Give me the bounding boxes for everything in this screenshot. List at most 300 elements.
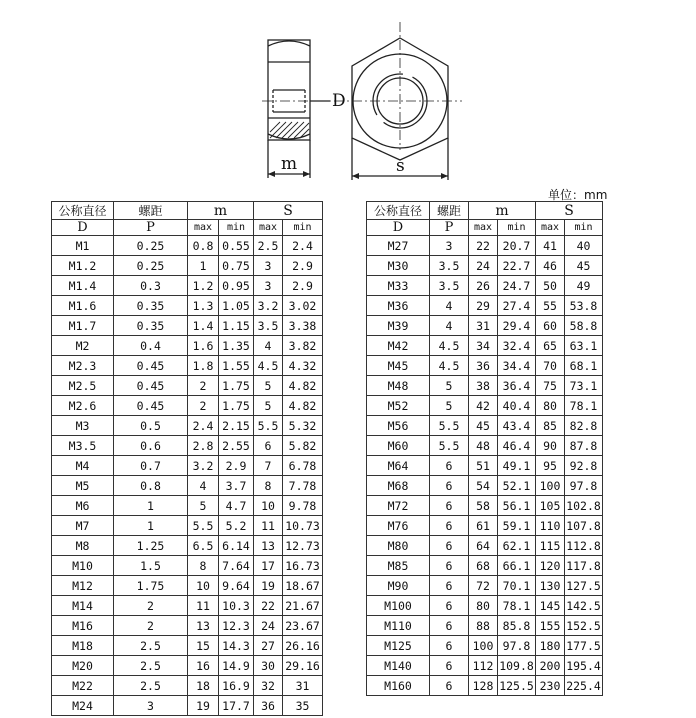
header-m: m <box>188 202 254 220</box>
cell-s-min: 142.5 <box>565 596 603 616</box>
cell-s-min: 4.82 <box>283 376 323 396</box>
cell-s-min: 10.73 <box>283 516 323 536</box>
cell-pitch: 0.3 <box>114 276 188 296</box>
cell-s-max: 110 <box>536 516 565 536</box>
cell-m-min: 97.8 <box>498 636 536 656</box>
cell-m-max: 11 <box>188 596 219 616</box>
cell-m-min: 14.3 <box>219 636 254 656</box>
cell-s-min: 18.67 <box>283 576 323 596</box>
cell-s-min: 4.82 <box>283 396 323 416</box>
cell-pitch: 3 <box>430 236 469 256</box>
cell-m-max: 31 <box>469 316 498 336</box>
cell-pitch: 1.25 <box>114 536 188 556</box>
cell-m-max: 72 <box>469 576 498 596</box>
cell-pitch: 6 <box>430 556 469 576</box>
cell-thread-size: M30 <box>367 256 430 276</box>
header-s-min: min <box>565 220 603 236</box>
cell-m-min: 46.4 <box>498 436 536 456</box>
cell-m-max: 6.5 <box>188 536 219 556</box>
header-s-max: max <box>536 220 565 236</box>
cell-m-max: 64 <box>469 536 498 556</box>
cell-s-min: 58.8 <box>565 316 603 336</box>
cell-m-min: 2.55 <box>219 436 254 456</box>
cell-s-max: 60 <box>536 316 565 336</box>
table-row <box>52 676 323 696</box>
cell-thread-size: M52 <box>367 396 430 416</box>
cell-m-min: 59.1 <box>498 516 536 536</box>
cell-m-min: 20.7 <box>498 236 536 256</box>
cell-thread-size: M100 <box>367 596 430 616</box>
cell-s-max: 75 <box>536 376 565 396</box>
cell-m-min: 85.8 <box>498 616 536 636</box>
cell-s-max: 120 <box>536 556 565 576</box>
cell-pitch: 6 <box>430 456 469 476</box>
cell-pitch: 6 <box>430 576 469 596</box>
cell-s-max: 55 <box>536 296 565 316</box>
cell-thread-size: M3 <box>52 416 114 436</box>
cell-s-min: 26.16 <box>283 636 323 656</box>
cell-m-min: 43.4 <box>498 416 536 436</box>
hex-nut-drawing <box>0 0 696 190</box>
cell-m-min: 34.4 <box>498 356 536 376</box>
cell-thread-size: M14 <box>52 596 114 616</box>
cell-s-max: 100 <box>536 476 565 496</box>
table-row <box>52 496 323 516</box>
cell-s-min: 16.73 <box>283 556 323 576</box>
table-row <box>52 416 323 436</box>
cell-thread-size: M60 <box>367 436 430 456</box>
table-row <box>52 576 323 596</box>
cell-m-max: 1.3 <box>188 296 219 316</box>
table-row <box>367 616 603 636</box>
cell-s-max: 80 <box>536 396 565 416</box>
table-row <box>52 256 323 276</box>
cell-s-max: 65 <box>536 336 565 356</box>
cell-m-max: 2.8 <box>188 436 219 456</box>
cell-m-max: 4 <box>188 476 219 496</box>
cell-m-min: 0.75 <box>219 256 254 276</box>
cell-m-min: 3.7 <box>219 476 254 496</box>
cell-s-max: 5 <box>254 396 283 416</box>
cell-m-max: 2 <box>188 376 219 396</box>
cell-s-max: 19 <box>254 576 283 596</box>
cell-m-max: 51 <box>469 456 498 476</box>
header-m-min: min <box>219 220 254 236</box>
cell-s-max: 50 <box>536 276 565 296</box>
cell-m-min: 4.7 <box>219 496 254 516</box>
cell-m-min: 5.2 <box>219 516 254 536</box>
cell-pitch: 6 <box>430 536 469 556</box>
table-row <box>367 516 603 536</box>
cell-s-max: 36 <box>254 696 283 716</box>
header-m-max: max <box>469 220 498 236</box>
header-row-1 <box>52 202 323 220</box>
cell-pitch: 2.5 <box>114 636 188 656</box>
cell-thread-size: M12 <box>52 576 114 596</box>
cell-s-min: 87.8 <box>565 436 603 456</box>
table-row <box>367 476 603 496</box>
cell-pitch: 5 <box>430 376 469 396</box>
cell-s-min: 68.1 <box>565 356 603 376</box>
cell-s-max: 4.5 <box>254 356 283 376</box>
cell-pitch: 6 <box>430 496 469 516</box>
cell-m-min: 29.4 <box>498 316 536 336</box>
cell-thread-size: M39 <box>367 316 430 336</box>
cell-s-max: 24 <box>254 616 283 636</box>
table-row <box>52 556 323 576</box>
cell-m-max: 5 <box>188 496 219 516</box>
cell-m-min: 22.7 <box>498 256 536 276</box>
table-row <box>367 276 603 296</box>
cell-pitch: 0.35 <box>114 316 188 336</box>
cell-thread-size: M90 <box>367 576 430 596</box>
cell-m-min: 7.64 <box>219 556 254 576</box>
cell-s-max: 105 <box>536 496 565 516</box>
cell-m-min: 14.9 <box>219 656 254 676</box>
section-hatching <box>270 122 309 138</box>
cell-s-min: 2.4 <box>283 236 323 256</box>
cell-m-min: 10.3 <box>219 596 254 616</box>
cell-s-max: 3.5 <box>254 316 283 336</box>
cell-s-min: 152.5 <box>565 616 603 636</box>
cell-s-min: 12.73 <box>283 536 323 556</box>
cell-m-min: 66.1 <box>498 556 536 576</box>
cell-s-min: 9.78 <box>283 496 323 516</box>
cell-m-max: 3.2 <box>188 456 219 476</box>
cell-s-min: 3.38 <box>283 316 323 336</box>
cell-s-min: 112.8 <box>565 536 603 556</box>
cell-pitch: 5 <box>430 396 469 416</box>
cell-thread-size: M110 <box>367 616 430 636</box>
cell-thread-size: M56 <box>367 416 430 436</box>
cell-s-max: 85 <box>536 416 565 436</box>
cell-thread-size: M1.2 <box>52 256 114 276</box>
cell-m-min: 1.75 <box>219 376 254 396</box>
cell-pitch: 0.8 <box>114 476 188 496</box>
cell-m-max: 1.8 <box>188 356 219 376</box>
header-pitch: 螺距 <box>114 202 188 220</box>
cell-m-max: 26 <box>469 276 498 296</box>
m-arrow-left <box>268 171 275 177</box>
header-nominal-dia: 公称直径 <box>367 202 430 220</box>
spec-table-left <box>51 201 323 716</box>
table-row <box>367 496 603 516</box>
table-row <box>52 476 323 496</box>
cell-s-min: 6.78 <box>283 456 323 476</box>
cell-m-min: 1.35 <box>219 336 254 356</box>
cell-m-min: 1.75 <box>219 396 254 416</box>
cell-thread-size: M36 <box>367 296 430 316</box>
cell-s-max: 155 <box>536 616 565 636</box>
cell-thread-size: M24 <box>52 696 114 716</box>
right-table-body <box>367 236 603 696</box>
cell-pitch: 0.25 <box>114 256 188 276</box>
cell-m-max: 13 <box>188 616 219 636</box>
cell-s-min: 5.82 <box>283 436 323 456</box>
cell-thread-size: M76 <box>367 516 430 536</box>
header-pitch: 螺距 <box>430 202 469 220</box>
table-row <box>52 336 323 356</box>
header-row-2 <box>52 220 323 236</box>
cell-m-max: 2.4 <box>188 416 219 436</box>
cell-m-max: 15 <box>188 636 219 656</box>
table-row <box>52 456 323 476</box>
cell-m-max: 100 <box>469 636 498 656</box>
table-row <box>367 316 603 336</box>
left-table-body <box>52 236 323 716</box>
table-row <box>52 236 323 256</box>
table-row <box>52 656 323 676</box>
cell-pitch: 6 <box>430 596 469 616</box>
cell-m-min: 9.64 <box>219 576 254 596</box>
cell-pitch: 3.5 <box>430 276 469 296</box>
cell-m-min: 70.1 <box>498 576 536 596</box>
cell-m-max: 128 <box>469 676 498 696</box>
cell-m-min: 1.15 <box>219 316 254 336</box>
cell-m-max: 18 <box>188 676 219 696</box>
cell-thread-size: M3.5 <box>52 436 114 456</box>
cell-thread-size: M1 <box>52 236 114 256</box>
cell-s-max: 3 <box>254 276 283 296</box>
table-row <box>52 536 323 556</box>
cell-thread-size: M27 <box>367 236 430 256</box>
cell-thread-size: M22 <box>52 676 114 696</box>
cell-pitch: 3 <box>114 696 188 716</box>
cell-m-max: 10 <box>188 576 219 596</box>
cell-thread-size: M160 <box>367 676 430 696</box>
cell-thread-size: M1.6 <box>52 296 114 316</box>
header-m: m <box>469 202 536 220</box>
table-row <box>52 316 323 336</box>
cell-thread-size: M6 <box>52 496 114 516</box>
cell-pitch: 6 <box>430 676 469 696</box>
cell-s-max: 22 <box>254 596 283 616</box>
table-row <box>367 296 603 316</box>
cell-thread-size: M20 <box>52 656 114 676</box>
cell-thread-size: M33 <box>367 276 430 296</box>
cell-m-min: 78.1 <box>498 596 536 616</box>
cell-s-min: 2.9 <box>283 256 323 276</box>
cell-thread-size: M85 <box>367 556 430 576</box>
table-row <box>52 356 323 376</box>
table-row <box>52 296 323 316</box>
cell-s-max: 41 <box>536 236 565 256</box>
cell-s-min: 177.5 <box>565 636 603 656</box>
cell-pitch: 0.25 <box>114 236 188 256</box>
table-row <box>52 436 323 456</box>
spec-table-right <box>366 201 603 696</box>
cell-pitch: 4 <box>430 316 469 336</box>
table-row <box>367 376 603 396</box>
header-s-min: min <box>283 220 323 236</box>
cell-s-max: 30 <box>254 656 283 676</box>
cell-m-min: 0.95 <box>219 276 254 296</box>
table-row <box>367 676 603 696</box>
cell-s-min: 49 <box>565 276 603 296</box>
cell-thread-size: M68 <box>367 476 430 496</box>
cell-m-min: 62.1 <box>498 536 536 556</box>
header-d-symbol: D <box>52 220 114 236</box>
table-row <box>367 356 603 376</box>
cell-s-max: 11 <box>254 516 283 536</box>
cell-m-max: 42 <box>469 396 498 416</box>
table-row <box>52 596 323 616</box>
cell-m-min: 6.14 <box>219 536 254 556</box>
cell-s-min: 3.82 <box>283 336 323 356</box>
cell-thread-size: M18 <box>52 636 114 656</box>
cell-m-min: 52.1 <box>498 476 536 496</box>
cell-pitch: 0.7 <box>114 456 188 476</box>
cell-thread-size: M2 <box>52 336 114 356</box>
cell-s-min: 73.1 <box>565 376 603 396</box>
hex-nut-svg <box>0 0 696 190</box>
cell-m-max: 61 <box>469 516 498 536</box>
cell-s-max: 200 <box>536 656 565 676</box>
cell-m-max: 29 <box>469 296 498 316</box>
cell-thread-size: M140 <box>367 656 430 676</box>
cell-m-min: 49.1 <box>498 456 536 476</box>
cell-thread-size: M1.4 <box>52 276 114 296</box>
cell-m-min: 27.4 <box>498 296 536 316</box>
cell-pitch: 6 <box>430 636 469 656</box>
cell-m-max: 1 <box>188 256 219 276</box>
cell-pitch: 5.5 <box>430 436 469 456</box>
table-row <box>367 656 603 676</box>
cell-s-max: 3 <box>254 256 283 276</box>
cell-s-max: 145 <box>536 596 565 616</box>
cell-thread-size: M2.5 <box>52 376 114 396</box>
cell-pitch: 2.5 <box>114 656 188 676</box>
s-arrow-right <box>441 173 448 179</box>
table-row <box>367 576 603 596</box>
cell-s-max: 5.5 <box>254 416 283 436</box>
cell-thread-size: M10 <box>52 556 114 576</box>
cell-s-max: 70 <box>536 356 565 376</box>
cell-thread-size: M2.3 <box>52 356 114 376</box>
cell-m-min: 32.4 <box>498 336 536 356</box>
header-p-symbol: P <box>430 220 469 236</box>
cell-pitch: 0.5 <box>114 416 188 436</box>
header-row-2 <box>367 220 603 236</box>
cell-pitch: 1 <box>114 496 188 516</box>
table-row <box>367 416 603 436</box>
cell-pitch: 0.6 <box>114 436 188 456</box>
unit-label: 单位：mm <box>548 188 608 202</box>
cell-s-max: 10 <box>254 496 283 516</box>
cell-s-min: 45 <box>565 256 603 276</box>
cell-m-max: 1.2 <box>188 276 219 296</box>
table-row <box>367 596 603 616</box>
cell-m-max: 2 <box>188 396 219 416</box>
cell-pitch: 2.5 <box>114 676 188 696</box>
header-s: S <box>536 202 603 220</box>
cell-s-min: 117.8 <box>565 556 603 576</box>
table-row <box>367 536 603 556</box>
cell-m-max: 58 <box>469 496 498 516</box>
m-arrow-right <box>303 171 310 177</box>
cell-pitch: 4 <box>430 296 469 316</box>
cell-pitch: 1 <box>114 516 188 536</box>
cell-m-min: 109.8 <box>498 656 536 676</box>
cell-s-min: 29.16 <box>283 656 323 676</box>
header-row-1 <box>367 202 603 220</box>
cell-s-min: 195.4 <box>565 656 603 676</box>
cell-pitch: 1.75 <box>114 576 188 596</box>
cell-m-min: 1.55 <box>219 356 254 376</box>
cell-m-max: 54 <box>469 476 498 496</box>
cell-m-min: 12.3 <box>219 616 254 636</box>
cell-pitch: 0.45 <box>114 376 188 396</box>
cell-thread-size: M8 <box>52 536 114 556</box>
header-nominal-dia: 公称直径 <box>52 202 114 220</box>
cell-m-max: 22 <box>469 236 498 256</box>
cell-s-min: 53.8 <box>565 296 603 316</box>
header-s: S <box>254 202 323 220</box>
header-m-max: max <box>188 220 219 236</box>
cell-m-min: 40.4 <box>498 396 536 416</box>
cell-thread-size: M16 <box>52 616 114 636</box>
m-dim-label: m <box>281 154 298 174</box>
cell-pitch: 4.5 <box>430 336 469 356</box>
cell-s-max: 8 <box>254 476 283 496</box>
cell-s-max: 2.5 <box>254 236 283 256</box>
cell-m-max: 88 <box>469 616 498 636</box>
table-row <box>367 556 603 576</box>
cell-s-max: 7 <box>254 456 283 476</box>
cell-s-min: 40 <box>565 236 603 256</box>
cell-m-min: 17.7 <box>219 696 254 716</box>
s-arrow-left <box>352 173 359 179</box>
cell-m-min: 0.55 <box>219 236 254 256</box>
cell-thread-size: M42 <box>367 336 430 356</box>
cell-pitch: 2 <box>114 616 188 636</box>
d-dim-label: D <box>332 91 346 111</box>
cell-s-min: 127.5 <box>565 576 603 596</box>
header-p-symbol: P <box>114 220 188 236</box>
cell-s-max: 3.2 <box>254 296 283 316</box>
cell-m-max: 8 <box>188 556 219 576</box>
cell-pitch: 6 <box>430 656 469 676</box>
cell-s-max: 230 <box>536 676 565 696</box>
table-row <box>367 256 603 276</box>
table-row <box>367 456 603 476</box>
cell-pitch: 0.45 <box>114 356 188 376</box>
cell-m-max: 112 <box>469 656 498 676</box>
cell-pitch: 6 <box>430 476 469 496</box>
cell-pitch: 2 <box>114 596 188 616</box>
cell-pitch: 5.5 <box>430 416 469 436</box>
cell-s-min: 63.1 <box>565 336 603 356</box>
cell-s-min: 21.67 <box>283 596 323 616</box>
header-m-min: min <box>498 220 536 236</box>
cell-s-min: 23.67 <box>283 616 323 636</box>
cell-thread-size: M1.7 <box>52 316 114 336</box>
cell-pitch: 3.5 <box>430 256 469 276</box>
cell-thread-size: M64 <box>367 456 430 476</box>
s-dim-label: s <box>396 156 405 176</box>
cell-s-min: 5.32 <box>283 416 323 436</box>
cell-thread-size: M5 <box>52 476 114 496</box>
cell-s-min: 102.8 <box>565 496 603 516</box>
cell-m-max: 1.4 <box>188 316 219 336</box>
cell-m-min: 2.15 <box>219 416 254 436</box>
nut-side-chamfer-top <box>268 41 310 46</box>
cell-s-max: 95 <box>536 456 565 476</box>
cell-m-min: 16.9 <box>219 676 254 696</box>
cell-m-min: 24.7 <box>498 276 536 296</box>
cell-thread-size: M80 <box>367 536 430 556</box>
cell-s-min: 82.8 <box>565 416 603 436</box>
